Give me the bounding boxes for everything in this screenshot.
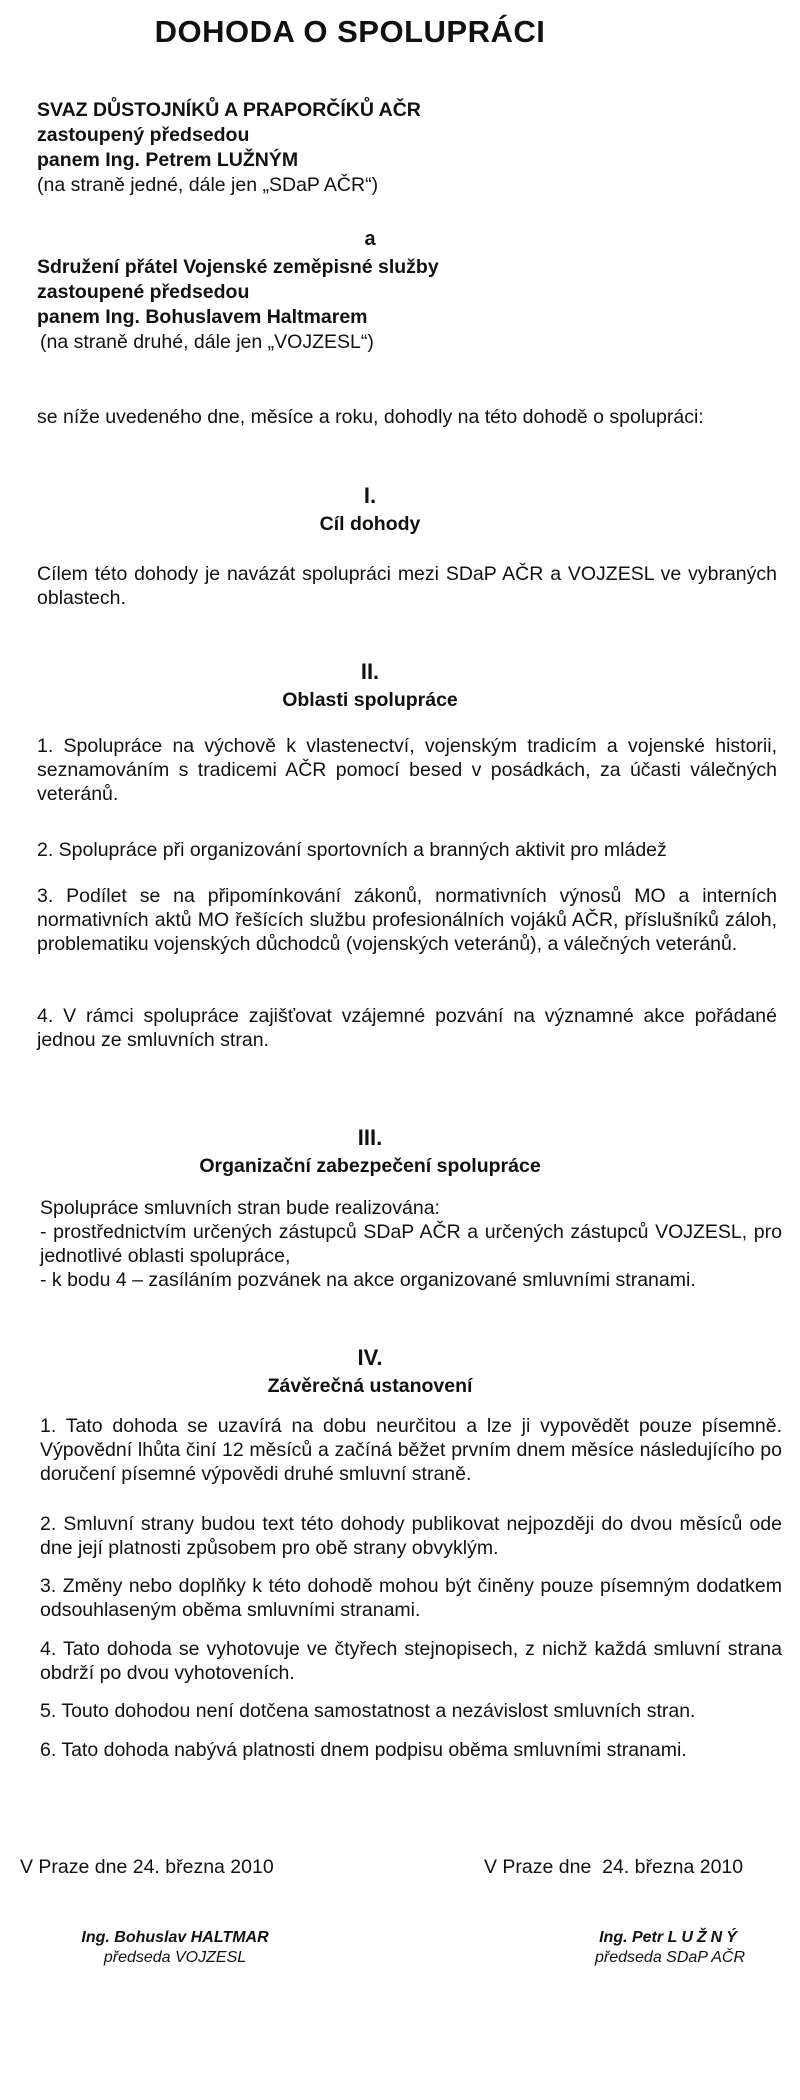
section-title: Cíl dohody: [319, 513, 421, 535]
section-title: Závěrečná ustanovení: [267, 1375, 473, 1397]
section-paragraph: 2. Spolupráce při organizování sportovních a branných aktivit pro mládež: [37, 839, 667, 861]
party-two-note: (na straně druhé, dále jen „VOJZESL“): [40, 331, 374, 353]
section-heading: [0, 658, 740, 714]
party-two-represented: zastoupené předsedou: [37, 281, 250, 303]
section-number: IV.: [357, 1345, 383, 1370]
party-two-name: Sdružení přátel Vojenské zeměpisné služby: [37, 256, 439, 278]
section-paragraph: 4. V rámci spolupráce zajišťovat vzájemné pozvání na významné akce pořádané jednou ze smluvních stran.: [37, 1005, 777, 1051]
left-signatory-name: Ing. Bohuslav HALTMAR: [81, 1929, 269, 1946]
section-number: I.: [363, 483, 377, 508]
party-two-representative: panem Ing. Bohuslavem Haltmarem: [37, 306, 368, 328]
section-paragraph: 3. Změny nebo doplňky k této dohodě mohou být činěny pouze písemným dodatkem odsouhlaseným oběma smluvními stranami.: [40, 1575, 782, 1621]
section-number: III.: [357, 1125, 383, 1150]
section-line: - prostřednictvím určených zástupců SDaP AČR a určených zástupců VOJZESL, pro jednotlivé oblasti spolupráce,: [40, 1221, 782, 1267]
section-number: II.: [360, 659, 380, 684]
section-title: Oblasti spolupráce: [282, 689, 458, 711]
left-signatory-role: předseda VOJZESL: [103, 1949, 247, 1966]
right-place-date: V Praze dne 24. března 2010: [484, 1856, 744, 1878]
intro-text: se níže uvedeného dne, měsíce a roku, dohodly na této dohodě o spolupráci:: [37, 406, 704, 428]
section-paragraph: Cílem této dohody je navázát spolupráci mezi SDaP AČR a VOJZESL ve vybraných oblastech.: [37, 563, 777, 609]
section-paragraph: 4. Tato dohoda se vyhotovuje ve čtyřech stejnopisech, z nichž každá smluvní strana obdrží po dvou vyhotoveních.: [40, 1638, 782, 1684]
section-heading: [0, 1344, 740, 1400]
right-signatory-name: [560, 1928, 780, 1948]
right-signatory-prefix: Ing. Petr: [599, 1929, 664, 1946]
right-signatory-role: předseda SDaP AČR: [595, 1949, 745, 1966]
section-paragraph: 3. Podílet se na připomínkování zákonů, normativních výnosů MO a interních normativních aktů MO řešících službu profesionálních vojáků AČR, příslušníků záloh, problematiku vojenských důchodců (vojenských veteránů), a válečných veteránů.: [37, 885, 777, 955]
document-title: DOHODA O SPOLUPRÁCI: [154, 14, 546, 49]
section-paragraph: 2. Smluvní strany budou text této dohody publikovat nejpozději do dvou měsíců ode dne její platnosti způsobem pro obě strany obvyklým.: [40, 1513, 782, 1559]
party-one-representative: panem Ing. Petrem LUŽNÝM: [37, 149, 299, 171]
section-title: Organizační zabezpečení spolupráce: [199, 1155, 541, 1177]
party-one-represented: zastoupený předsedou: [37, 124, 250, 146]
section-paragraph: 1. Tato dohoda se uzavírá na dobu neurčitou a lze ji vypovědět pouze písemně. Výpovědní lhůta činí 12 měsíců a začíná běžet prvním dnem měsíce následujícího po doručení písemné výpovědi druhé smluvní straně.: [40, 1415, 782, 1485]
left-place-date: V Praze dne 24. března 2010: [20, 1856, 274, 1878]
party-two-block: [37, 255, 737, 355]
section-heading: [0, 1124, 740, 1180]
party-one-note: (na straně jedné, dále jen „SDaP AČR“): [37, 174, 379, 196]
section-paragraph: 6. Tato dohoda nabývá platnosti dnem podpisu oběma smluvními stranami.: [40, 1739, 687, 1761]
section-line: Spolupráce smluvních stran bude realizována:: [40, 1197, 440, 1219]
party-one-block: [37, 98, 737, 198]
section-line: - k bodu 4 – zasíláním pozvánek na akce organizované smluvními stranami.: [40, 1269, 696, 1291]
section-paragraph: 1. Spolupráce na výchově k vlastenectví, vojenským tradicím a vojenské historii, seznamováním s tradicemi AČR pomocí besed v posádkách, za účasti válečných veteránů.: [37, 735, 777, 805]
right-signatory-surname: LUŽNÝ: [667, 1929, 741, 1946]
section-heading: [0, 482, 740, 538]
section-paragraph: 5. Touto dohodou není dotčena samostatnost a nezávislost smluvních stran.: [40, 1700, 696, 1722]
conjunction: a: [364, 228, 376, 250]
party-one-name: SVAZ DŮSTOJNÍKŮ A PRAPORČÍKŮ AČR: [37, 99, 421, 121]
